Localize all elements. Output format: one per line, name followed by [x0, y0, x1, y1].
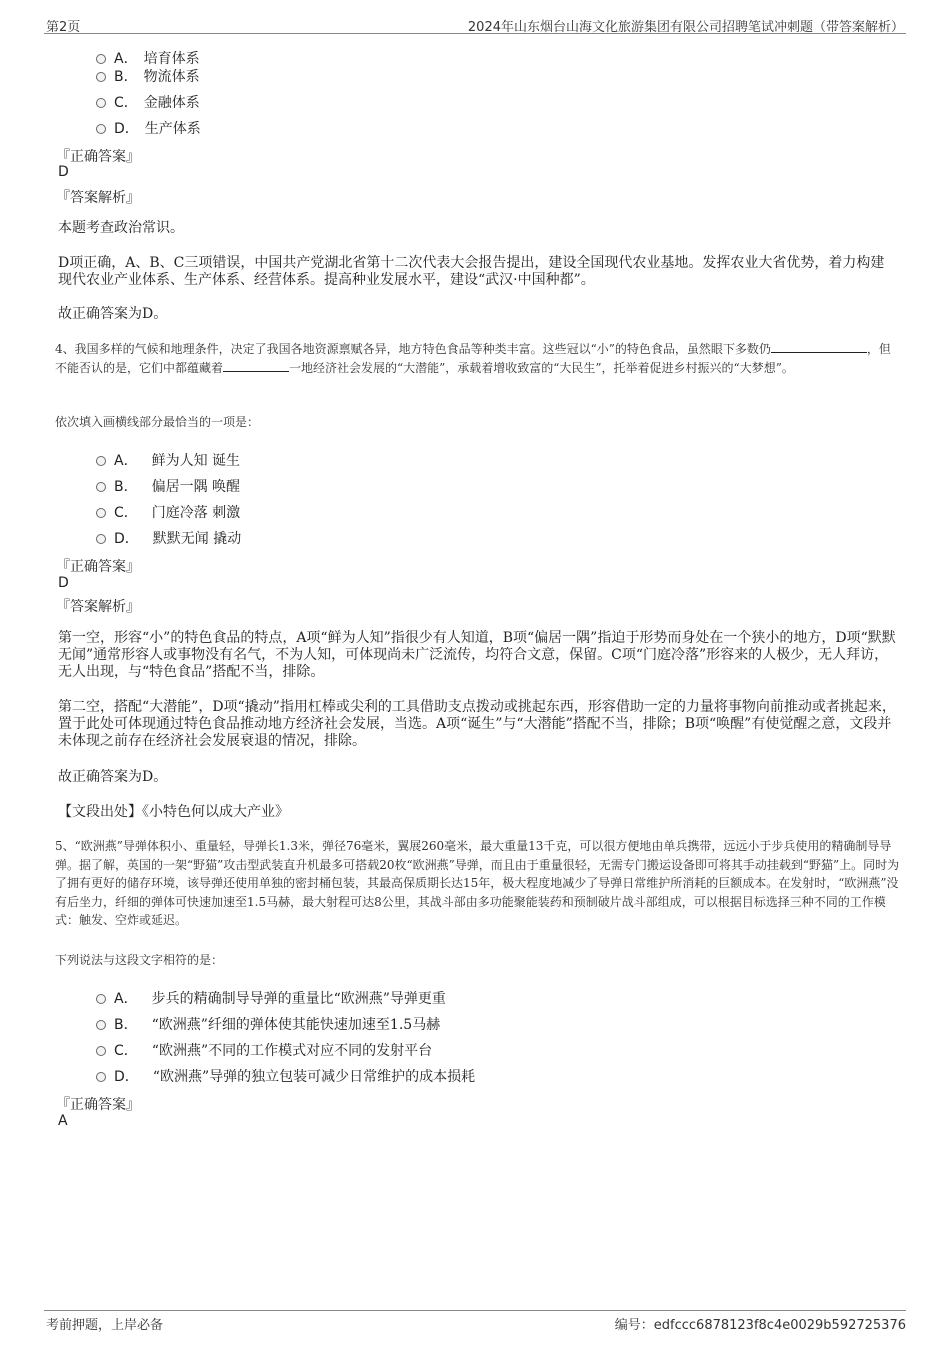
q4-analysis-p3: 故正确答案为D。: [58, 769, 168, 785]
q3-answer-label: 『正确答案』: [56, 149, 140, 165]
q5-answer: A: [58, 1113, 68, 1129]
q3-answer: D: [58, 164, 69, 180]
q4-option-c[interactable]: C． 门庭冷落 刺激: [96, 502, 240, 522]
radio-icon[interactable]: [96, 54, 106, 64]
q4-answer-label: 『正确答案』: [56, 559, 140, 575]
radio-icon[interactable]: [96, 72, 106, 82]
header-divider: [44, 33, 906, 34]
q3-analysis-p1: 本题考查政治常识。: [58, 220, 184, 236]
footer-divider: [44, 1310, 906, 1311]
q4-answer: D: [58, 575, 69, 591]
q5-stem: 5、“欧洲燕”导弹体积小、重量轻，导弹长1.3米，弹径76毫米，翼展260毫米，最大重量13千克，可以很方便地由单兵携带，远远小于步兵使用的精确制导导弹。据了解，英国的一架“野猫”攻击型武装直升机最多可搭载20枚“欧洲燕”导弹，而且由于重量很轻，无需专门搬运设备即可将其手动挂载到“野猫”上。同时为了拥有更好的储存环境，该导弹还使用单独的密封桶包装，其最高保质期长达15年，极大程度地减少了导弹日常维护所消耗的巨额成本。在发射时，“欧洲燕”没有后坐力，纤细的弹体可快速加速至1.5马赫，最大射程可达8公里，其战斗部由多功能聚能装药和预制破片战斗部组成，可以根据目标选择三种不同的工作模式：触发、空炸或延迟。: [55, 839, 900, 927]
radio-icon[interactable]: [96, 482, 106, 492]
radio-icon[interactable]: [96, 98, 106, 108]
q4-stem: 4、我国多样的气候和地理条件，决定了我国各地资源禀赋各异，地方特色食品等种类丰富。这些冠以“小”的特色食品，虽然眼下多数仍 ，但不能否认的是，它们中都蕴藏着 一地经济社会发展的“大潜能”，承载着增收致富的“大民生”，托举着促进乡村振兴的“大梦想”。: [55, 342, 891, 375]
q4-option-b[interactable]: B． 偏居一隅 唤醒: [96, 476, 240, 496]
q4-analysis-p1: 第一空，形容“小”的特色食品的特点，A项“鲜为人知”指很少有人知道，B项“偏居一隅”指迫于形势而身处在一个狭小的地方，D项“默默无闻”通常形容人或事物没有名气，不为人知，可体现尚未广泛流传，均符合文意，保留。C项“门庭冷落”形容来的人极少，无人拜访，无人出现，与“特色食品”搭配不当，排除。: [58, 630, 896, 680]
document-code: 编号：edfccc6878123f8c4e0029b592725376: [614, 1318, 906, 1333]
q4-option-d[interactable]: D． 默默无闻 撬动: [96, 528, 241, 548]
radio-icon[interactable]: [96, 1072, 106, 1082]
q3-analysis-p3: 故正确答案为D。: [58, 306, 168, 322]
q4-source: 【文段出处】《小特色何以成大产业》: [58, 804, 289, 820]
q5-option-d[interactable]: D． “欧洲燕”导弹的独立包装可减少日常维护的成本损耗: [96, 1066, 475, 1086]
q4-option-a[interactable]: A． 鲜为人知 诞生: [96, 450, 240, 470]
q4-prompt: 依次填入画横线部分最恰当的一项是：: [55, 415, 260, 429]
q4-analysis-label: 『答案解析』: [56, 599, 140, 615]
q4-analysis-p2: 第二空，搭配“大潜能”，D项“撬动”指用杠棒或尖利的工具借助支点拨动或挑起东西，形容借助一定的力量将事物向前推动或者挑起来，置于此处可体现通过特色食品推动地方经济社会发展，当选。A项“诞生”与“大潜能”搭配不当，排除；B项“唤醒”有使觉醒之意，文段并未体现之前存在经济社会发展衰退的情况，排除。: [58, 699, 896, 749]
document-title: 2024年山东烟台山海文化旅游集团有限公司招聘笔试冲刺题（带答案解析）: [467, 20, 904, 35]
radio-icon[interactable]: [96, 994, 106, 1004]
radio-icon[interactable]: [96, 124, 106, 134]
q4-blank-1: [771, 340, 867, 353]
page-number: 第2页: [46, 20, 81, 35]
q3-analysis-label: 『答案解析』: [56, 190, 140, 206]
radio-icon[interactable]: [96, 534, 106, 544]
q3-option-b[interactable]: B． 物流体系: [96, 66, 200, 86]
radio-icon[interactable]: [96, 1046, 106, 1056]
q5-answer-label: 『正确答案』: [56, 1097, 140, 1113]
q3-option-c[interactable]: C． 金融体系: [96, 92, 200, 112]
radio-icon[interactable]: [96, 508, 106, 518]
q3-analysis-p2: D项正确，A、B、C三项错误，中国共产党湖北省第十二次代表大会报告提出，建设全国现代农业基地。发挥农业大省优势，着力构建现代农业产业体系、生产体系、经营体系。提高种业发展水平，建设“武汉·中国种都”。: [58, 255, 885, 288]
radio-icon[interactable]: [96, 1020, 106, 1030]
q3-option-d[interactable]: D． 生产体系: [96, 118, 201, 138]
footer-slogan: 考前押题，上岸必备: [46, 1318, 164, 1333]
q5-option-c[interactable]: C． “欧洲燕”不同的工作模式对应不同的发射平台: [96, 1040, 432, 1060]
q3-option-a[interactable]: A． 培育体系: [96, 48, 200, 68]
q5-prompt: 下列说法与这段文字相符的是：: [55, 953, 224, 967]
q5-option-a[interactable]: A． 步兵的精确制导导弹的重量比“欧洲燕”导弹更重: [96, 988, 446, 1008]
q4-blank-2: [223, 359, 289, 372]
q5-option-b[interactable]: B． “欧洲燕”纤细的弹体使其能快速加速至1.5马赫: [96, 1014, 440, 1034]
radio-icon[interactable]: [96, 456, 106, 466]
